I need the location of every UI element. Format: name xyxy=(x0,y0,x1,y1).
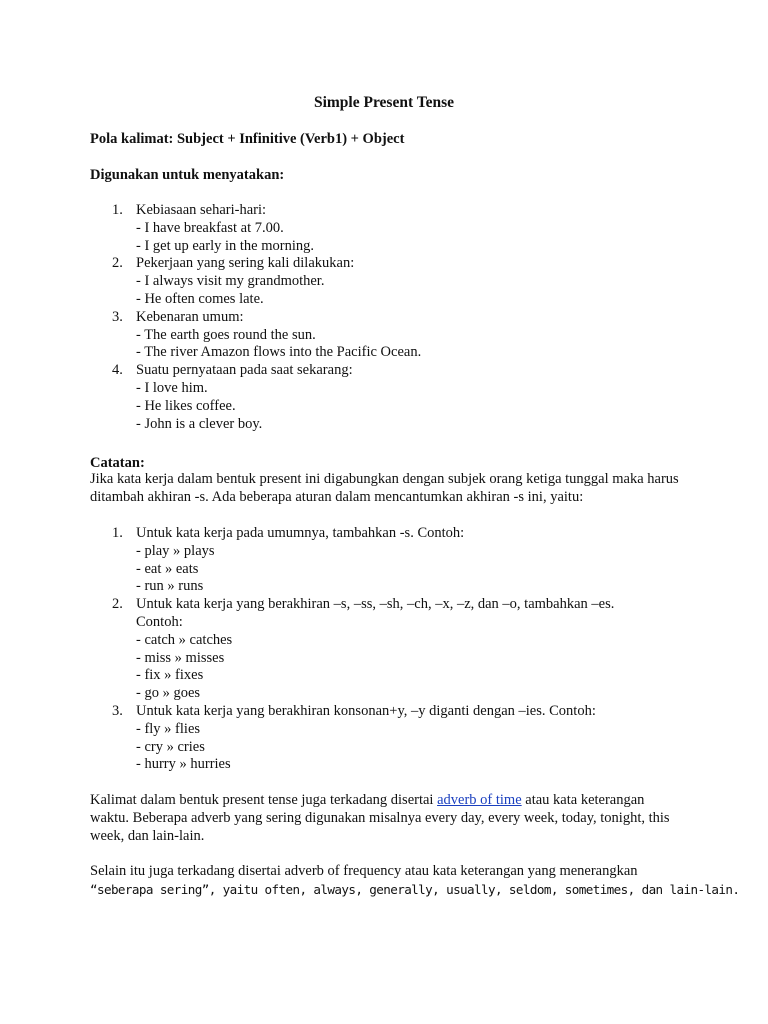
example-line: - cry » cries xyxy=(136,738,205,755)
list-item-label: Untuk kata kerja pada umumnya, tambahkan -s. Contoh: xyxy=(136,525,465,541)
list-item: 4. Suatu pernyataan pada saat sekarang: - I love him. - He likes coffee. - John is a clever boy. xyxy=(90,362,680,433)
example-line: - fix » fixes xyxy=(136,667,204,684)
example-line: - eat » eats xyxy=(136,560,199,577)
example-line: - He often comes late. xyxy=(136,290,264,307)
example-line: - hurry » hurries xyxy=(136,756,231,773)
adverb-of-time-link[interactable]: adverb of time xyxy=(437,792,522,808)
example-line: - go » goes xyxy=(136,685,201,702)
list-item: 2. Pekerjaan yang sering kali dilakukan: - I always visit my grandmother. - He often comes late. xyxy=(90,255,680,308)
example-line: - He likes coffee. xyxy=(136,397,236,414)
adverb-paragraph: Kalimat dalam bentuk present tense juga terkadang disertai adverb of time atau kata keterangan waktu. Beberapa adverb yang sering digunakan misalnya every day, every week, today, tonight, this week, dan lain-lain. xyxy=(90,792,670,844)
list-item: 1. Kebiasaan sehari-hari: - I have breakfast at 7.00. - I get up early in the morning. xyxy=(90,202,680,255)
example-line: - The earth goes round the sun. xyxy=(136,326,316,343)
example-line: - play » plays xyxy=(136,542,215,559)
example-line: - I always visit my grandmother. xyxy=(136,273,325,290)
example-line: - I get up early in the morning. xyxy=(136,237,314,254)
list-item: 2. Untuk kata kerja yang berakhiran –s, –ss, –sh, –ch, –x, –z, dan –o, tambahkan –es. Contoh: - catch » catches - miss » misses - fix » fixes - go » goes xyxy=(90,596,680,703)
usage-heading: Digunakan untuk menyatakan: xyxy=(90,167,285,183)
list-item-label: Pekerjaan yang sering kali dilakukan: xyxy=(136,255,355,272)
note-heading: Catatan: xyxy=(90,455,145,471)
rules-list xyxy=(90,525,680,774)
example-line: - I have breakfast at 7.00. xyxy=(136,219,284,236)
list-item-label: Untuk kata kerja yang berakhiran konsonan+y, –y diganti dengan –ies. Contoh: xyxy=(136,702,596,719)
sentence-pattern: Pola kalimat: Subject + Infinitive (Verb1) + Object xyxy=(90,131,405,147)
usage-list xyxy=(90,202,680,433)
list-item: 1. Untuk kata kerja pada umumnya, tambahkan -s. Contoh: - play » plays - eat » eats - run » runs xyxy=(90,525,680,596)
example-line: - The river Amazon flows into the Pacific Ocean. xyxy=(136,344,422,361)
list-item-label: Kebenaran umum: xyxy=(136,308,244,325)
list-item-label: Untuk kata kerja yang berakhiran –s, –ss, –sh, –ch, –x, –z, dan –o, tambahkan –es. Contoh: xyxy=(136,596,615,630)
example-line: - catch » catches xyxy=(136,631,233,648)
example-line: - fly » flies xyxy=(136,720,201,737)
page-title: Simple Present Tense xyxy=(313,94,455,111)
example-line: - miss » misses xyxy=(136,649,225,666)
frequency-paragraph: Selain itu juga terkadang disertai adverb of frequency atau kata keterangan yang menerangkan “seberapa sering”, yaitu often, always, generally, usually, seldom, sometimes, dan lain-lain. xyxy=(90,863,740,897)
list-item-label: Kebiasaan sehari-hari: xyxy=(136,202,267,218)
note-paragraph: Jika kata kerja dalam bentuk present ini digabungkan dengan subjek orang ketiga tunggal maka harus ditambah akhiran -s. Ada beberapa aturan dalam mencantumkan akhiran -s ini, yaitu: xyxy=(90,471,679,505)
example-line: - run » runs xyxy=(136,578,204,595)
list-item: 3. Untuk kata kerja yang berakhiran konsonan+y, –y diganti dengan –ies. Contoh: - fly » flies - cry » cries - hurry » hurries xyxy=(90,703,680,774)
example-line: - John is a clever boy. xyxy=(136,415,263,432)
example-line: - I love him. xyxy=(136,379,208,396)
list-item-label: Suatu pernyataan pada saat sekarang: xyxy=(136,362,353,379)
list-item: 3. Kebenaran umum: - The earth goes round the sun. - The river Amazon flows into the Pacific Ocean. xyxy=(90,309,680,362)
